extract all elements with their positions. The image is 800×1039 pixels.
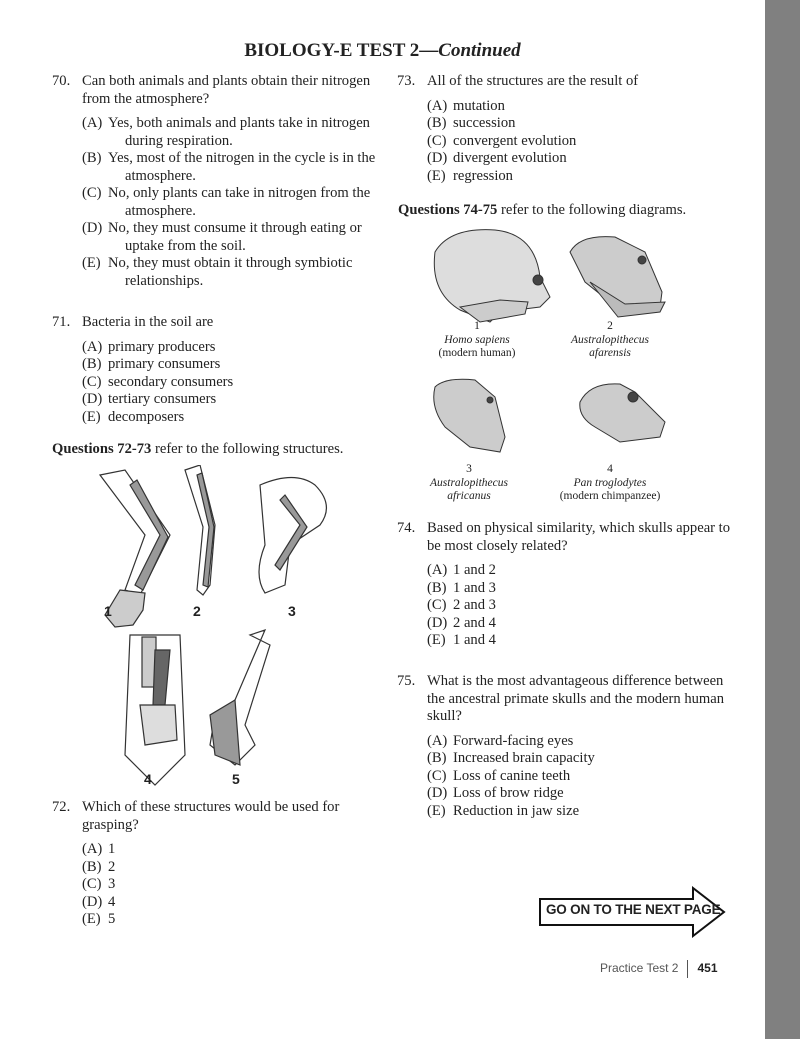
option-text: decomposers: [108, 408, 185, 425]
title-text: BIOLOGY-E TEST 2: [244, 40, 420, 61]
option-e[interactable]: [427, 632, 737, 650]
option-d[interactable]: [82, 391, 382, 409]
option-label: (B): [82, 858, 102, 875]
option-label: (E): [82, 408, 101, 425]
ref-text: refer to the following structures.: [151, 441, 344, 457]
option-label: (B): [427, 115, 447, 131]
option-d[interactable]: [427, 615, 737, 633]
question-stem: Can both animals and plants obtain their nitrogen from the atmosphere?: [82, 73, 371, 107]
limb-5-bat-wing: [210, 630, 270, 765]
option-d[interactable]: [427, 785, 727, 803]
option-text: Yes, both animals and plants take in nitrogen during respiration.: [108, 115, 370, 149]
limb-label-4: 4: [144, 771, 152, 787]
option-label: (C): [427, 597, 447, 613]
option-c[interactable]: [427, 768, 727, 786]
skull-2-australopithecus-afarensis: [570, 237, 665, 317]
option-text: 4: [108, 893, 116, 910]
option-label: (D): [82, 391, 103, 407]
page-number: 451: [697, 961, 718, 976]
species-name: Homo sapiens: [444, 333, 510, 346]
option-text: regression: [453, 167, 513, 184]
limb-3-whale-flipper: [259, 478, 326, 594]
option-text: No, only plants can take in nitrogen from the atmosphere.: [108, 185, 371, 219]
option-label: (C): [82, 876, 102, 892]
option-label: (D): [427, 785, 448, 801]
option-text: succession: [453, 115, 516, 131]
option-text: 1 and 4: [453, 632, 496, 648]
species-name: Pan troglodytes: [573, 476, 647, 489]
next-page-arrow[interactable]: [538, 886, 728, 938]
ref-range: Questions 72-73: [52, 441, 152, 457]
option-b[interactable]: [427, 115, 737, 133]
skull-1-homo-sapiens: [434, 230, 550, 322]
page-footer: [600, 960, 718, 978]
species-note: (modern human): [438, 347, 516, 359]
option-label: (B): [427, 750, 447, 766]
option-c[interactable]: [427, 133, 737, 151]
option-text: secondary consumers: [108, 373, 234, 390]
option-text: mutation: [453, 97, 505, 114]
option-label: (A): [427, 562, 448, 578]
option-label: (A): [427, 732, 448, 749]
question-stem: What is the most advantageous difference between the ancestral primate skulls and the modern human skull?: [427, 673, 725, 724]
option-b[interactable]: [82, 356, 382, 374]
option-text: 2: [108, 858, 116, 875]
limb-label-1: 1: [104, 603, 112, 619]
option-label: (A): [82, 841, 103, 857]
option-label: (C): [427, 767, 447, 784]
option-c[interactable]: [82, 185, 382, 220]
option-text: primary consumers: [108, 356, 221, 372]
skull-3-australopithecus-africanus: [434, 379, 505, 452]
option-c[interactable]: [82, 374, 382, 392]
skull-caption-1: [402, 320, 552, 361]
option-label: (A): [427, 97, 448, 114]
option-text: Loss of brow ridge: [453, 785, 564, 801]
skull-caption-2: [535, 320, 685, 361]
skull-number: 1: [474, 320, 480, 332]
option-text: No, they must obtain it through symbiotic relationships.: [108, 255, 353, 289]
option-text: 1 and 2: [453, 562, 496, 578]
option-text: 3: [108, 876, 116, 892]
option-a[interactable]: [427, 98, 737, 116]
option-text: Loss of canine teeth: [453, 767, 571, 784]
skull-number: 4: [607, 463, 613, 475]
page-title: BIOLOGY-E TEST 2—Continued: [244, 40, 521, 61]
option-label: (E): [427, 632, 446, 648]
skull-4-pan-troglodytes: [580, 384, 665, 442]
option-text: Yes, most of the nitrogen in the cycle is in the atmosphere.: [108, 150, 376, 184]
title-continued: Continued: [438, 40, 521, 61]
question-number: 71.: [52, 314, 71, 330]
limb-structures-figure: [85, 465, 345, 795]
question-stem: Which of these structures would be used for grasping?: [82, 799, 340, 833]
question-number: 74.: [397, 520, 416, 536]
option-label: (B): [427, 579, 447, 596]
option-d[interactable]: [82, 220, 382, 255]
skull-caption-3: [394, 463, 544, 504]
question-number: 72.: [52, 799, 71, 815]
question-stem: All of the structures are the result of: [427, 73, 639, 89]
species-note: afarensis: [589, 347, 631, 359]
option-e[interactable]: [427, 803, 727, 821]
page-edge-tab: [765, 0, 800, 1039]
option-text: primary producers: [108, 338, 216, 355]
question-74: [397, 520, 737, 650]
option-text: tertiary consumers: [108, 391, 217, 407]
option-b[interactable]: [427, 750, 727, 768]
option-label: (C): [82, 185, 102, 201]
option-label: (C): [82, 373, 102, 390]
species-note: (modern chimpanzee): [559, 490, 661, 502]
option-e[interactable]: [427, 168, 737, 186]
skull-number: 3: [466, 463, 472, 475]
option-d[interactable]: [427, 150, 737, 168]
option-label: (A): [82, 115, 103, 131]
question-75: [397, 673, 727, 820]
option-label: (B): [82, 150, 102, 166]
option-text: convergent evolution: [453, 132, 577, 149]
option-e[interactable]: [82, 911, 382, 929]
option-text: divergent evolution: [453, 150, 567, 166]
questions-72-73-reference: [52, 441, 343, 458]
species-name: Australopithecus: [571, 333, 649, 346]
footer-divider: [687, 960, 688, 978]
option-text: Reduction in jaw size: [453, 802, 580, 819]
option-e[interactable]: [82, 255, 382, 290]
ref-text: refer to the following diagrams.: [497, 202, 687, 218]
limb-4-frog-forelimb: [125, 635, 185, 785]
skull-number: 2: [607, 320, 613, 332]
question-70: [52, 73, 382, 290]
option-label: (E): [427, 167, 446, 184]
species-name: Australopithecus: [430, 476, 508, 489]
option-label: (C): [427, 132, 447, 149]
footer-section: Practice Test 2: [600, 961, 679, 976]
option-label: (E): [82, 255, 101, 271]
option-text: Increased brain capacity: [453, 750, 595, 766]
option-a[interactable]: [82, 841, 382, 859]
next-page-label: GO ON TO THE NEXT PAGE: [546, 902, 721, 917]
option-a[interactable]: [427, 733, 727, 751]
option-label: (D): [82, 220, 103, 236]
question-71: [52, 314, 382, 426]
option-d[interactable]: [82, 894, 382, 912]
ref-range: Questions 74-75: [398, 202, 498, 218]
limb-label-5: 5: [232, 771, 240, 787]
question-72: [52, 799, 382, 929]
option-b[interactable]: [427, 580, 737, 598]
option-label: (D): [82, 893, 103, 910]
option-label: (E): [82, 911, 101, 927]
option-e[interactable]: [82, 409, 382, 427]
question-stem: Based on physical similarity, which skulls appear to be most closely related?: [427, 520, 731, 554]
option-text: 2 and 4: [453, 614, 496, 631]
option-a[interactable]: [82, 339, 382, 357]
option-label: (D): [427, 150, 448, 166]
limb-label-3: 3: [288, 603, 296, 619]
question-number: 75.: [397, 673, 416, 689]
option-text: No, they must consume it through eating or uptake from the soil.: [108, 220, 362, 254]
question-number: 73.: [397, 73, 416, 89]
option-text: 2 and 3: [453, 597, 496, 613]
species-note: africanus: [447, 490, 491, 502]
option-text: 1: [108, 841, 116, 857]
option-a[interactable]: [82, 115, 382, 150]
option-text: Forward-facing eyes: [453, 732, 574, 749]
limb-2-bird-wing: [185, 465, 215, 595]
question-number: 70.: [52, 73, 71, 89]
option-b[interactable]: [82, 859, 382, 877]
option-a[interactable]: [427, 562, 737, 580]
option-b[interactable]: [82, 150, 382, 185]
question-stem: Bacteria in the soil are: [82, 314, 214, 330]
option-text: 5: [108, 911, 116, 927]
option-label: (A): [82, 338, 103, 355]
question-73: [397, 73, 737, 185]
option-text: 1 and 3: [453, 579, 496, 596]
option-c[interactable]: [82, 876, 382, 894]
option-c[interactable]: [427, 597, 737, 615]
option-label: (E): [427, 802, 446, 819]
option-label: (B): [82, 356, 102, 372]
skull-caption-4: [535, 463, 685, 504]
option-label: (D): [427, 614, 448, 631]
limb-label-2: 2: [193, 603, 201, 619]
questions-74-75-reference: [398, 202, 686, 219]
